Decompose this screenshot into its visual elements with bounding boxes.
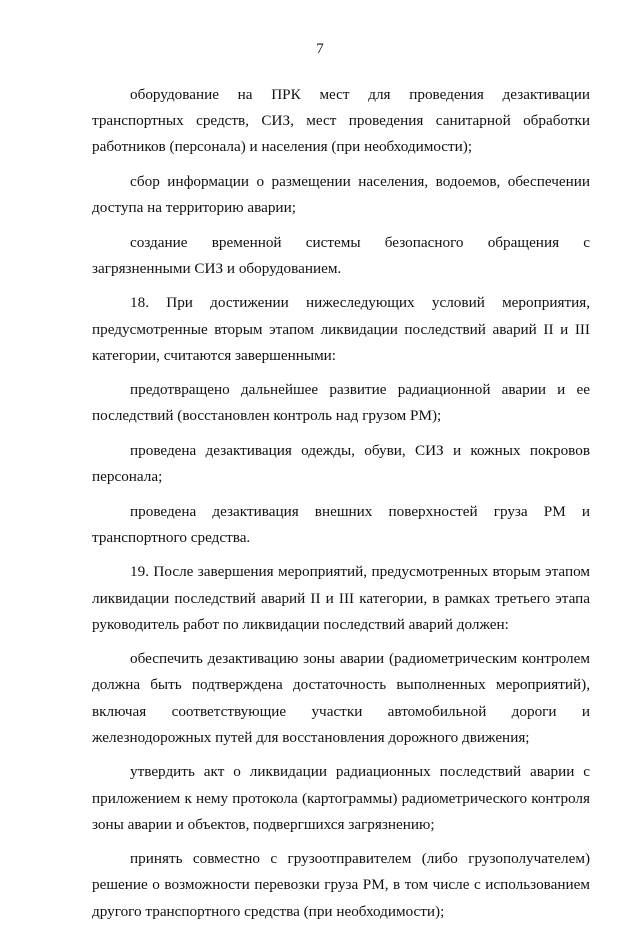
document-body — [92, 82, 590, 925]
paragraph: оборудование на ПРК мест для проведения дезактивации транспортных средств, СИЗ, мест проведения санитарной обработки работников (персонала) и населения (при необходимости); — [92, 86, 590, 156]
clause-19: 19. После завершения мероприятий, предусмотренных вторым этапом ликвидации последствий аварий II и III категории, в рамках третьего этапа руководитель работ по ликвидации последствий аварий должен: — [92, 563, 590, 633]
clause-18: 18. При достижении нижеследующих условий мероприятия, предусмотренные вторым этапом ликвидации последствий аварий II и III категории, считаются завершенными: — [92, 294, 590, 364]
paragraph: утвердить акт о ликвидации радиационных последствий аварии с приложением к нему протокола (картограммы) радиометрического контроля зоны аварии и объектов, подвергшихся загрязнению; — [92, 763, 590, 833]
paragraph: обеспечить дезактивацию зоны аварии (радиометрическим контролем должна быть подтверждена достаточность выполненных мероприятий), включая соответствующие участки автомобильной дороги и железнодорожных путей для восстановления дорожного движения; — [92, 650, 590, 746]
page-number: 7 — [316, 41, 324, 57]
paragraph: проведена дезактивация внешних поверхностей груза РМ и транспортного средства. — [92, 502, 590, 546]
paragraph: проведена дезактивация одежды, обуви, СИЗ и кожных покровов персонала; — [92, 441, 590, 486]
paragraph: предотвращено дальнейшее развитие радиационной аварии и ее последствий (восстановлен контроль над грузом РМ); — [92, 381, 590, 425]
paragraph: сбор информации о размещении населения, водоемов, обеспечении доступа на территорию аварии; — [92, 172, 590, 217]
paragraph: принять совместно с грузоотправителем (либо грузополучателем) решение о возможности перевозки груза РМ, в том числе с использованием другого транспортного средства (при необходимости); — [92, 850, 590, 920]
paragraph: создание временной системы безопасного обращения с загрязненными СИЗ и оборудованием. — [92, 233, 590, 277]
